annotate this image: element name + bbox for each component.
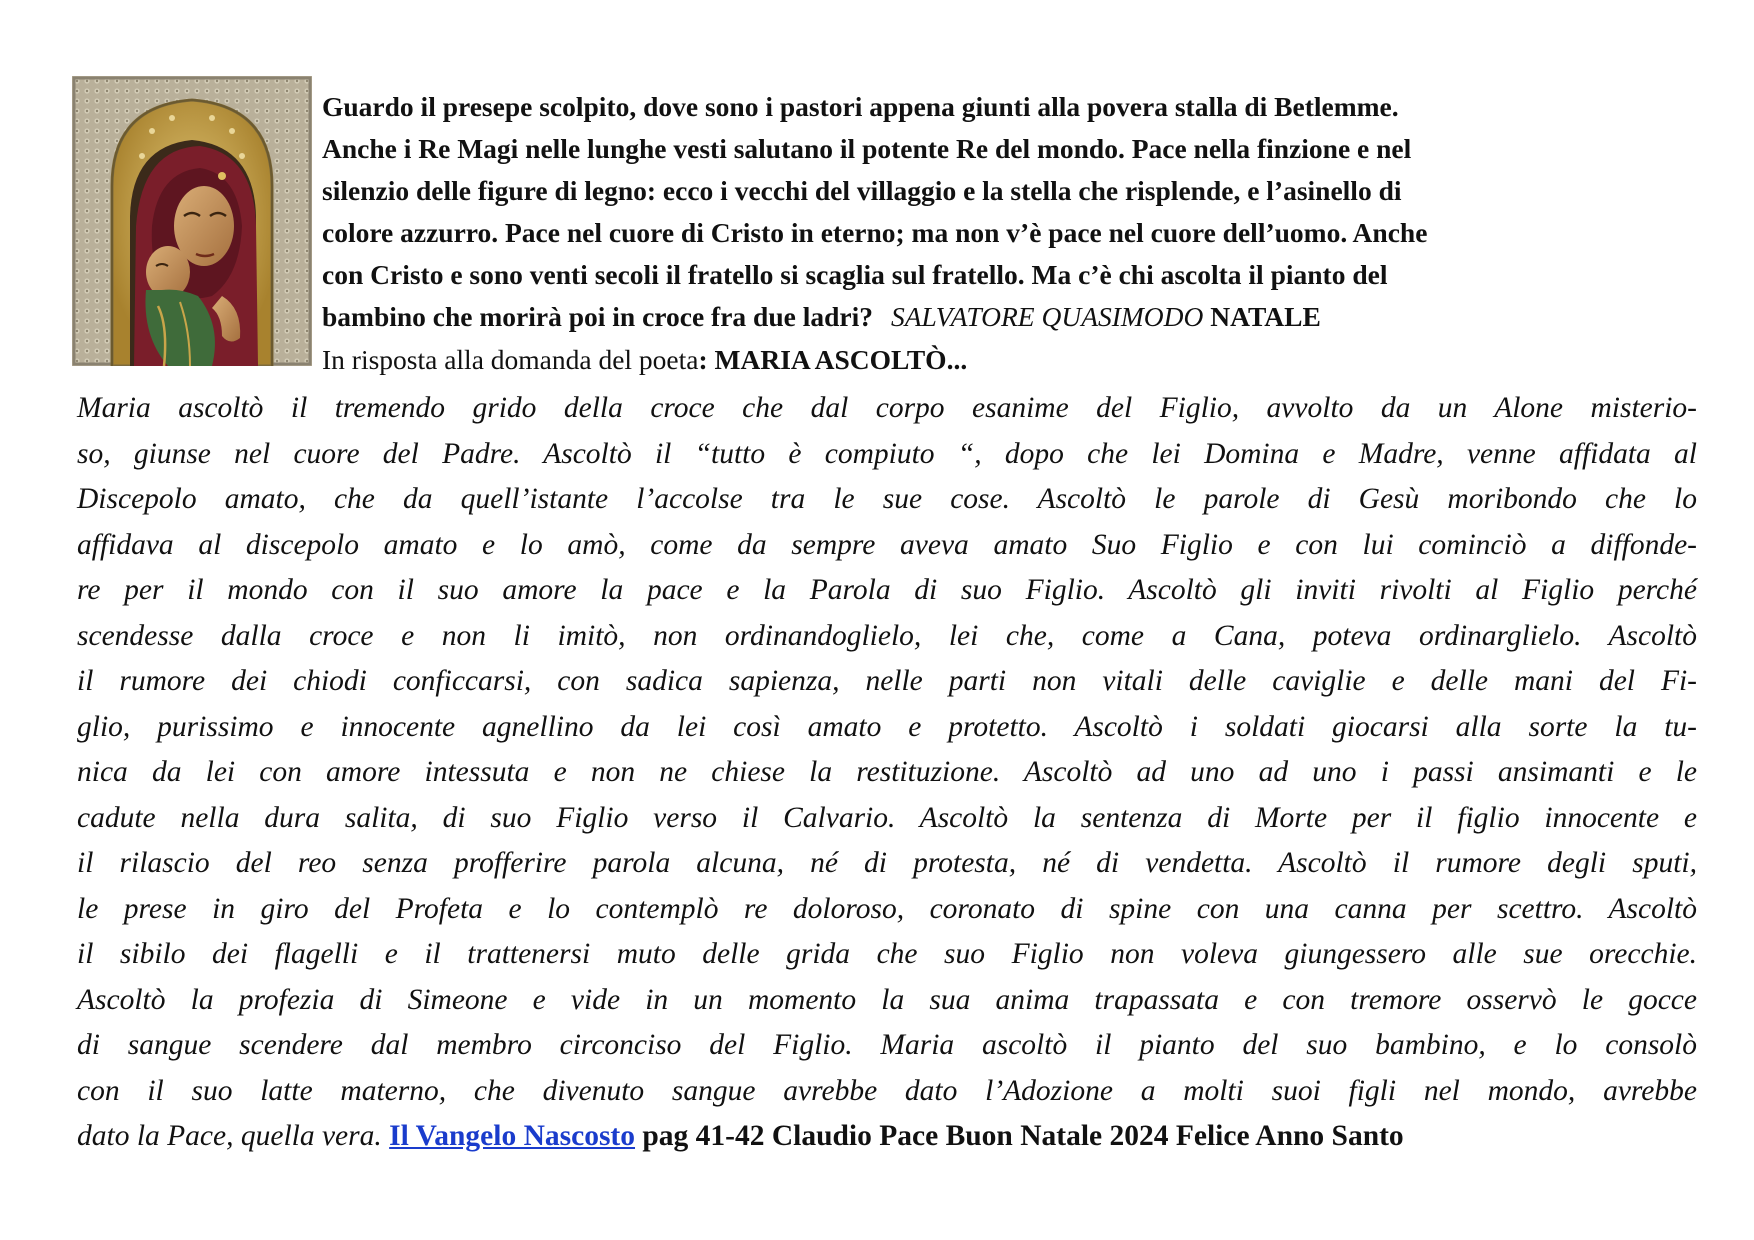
vangelo-nascosto-link[interactable]: Il Vangelo Nascosto (389, 1120, 636, 1152)
body-line: scendesse dalla croce e non li imitò, non ordinandoglielo, lei che, come a Cana, poteva ordinarglielo. Ascoltò (77, 619, 1697, 652)
poem-author: SALVATORE QUASIMODO (890, 301, 1204, 332)
response-colon: : (698, 344, 708, 375)
quasimodo-poem (322, 86, 1712, 338)
poem-line: colore azzurro. Pace nel cuore di Cristo in eterno; ma non v’è pace nel cuore dell’uomo. Anche (322, 217, 1428, 248)
body-line: di sangue scendere dal membro circonciso del Figlio. Maria ascoltò il pianto del suo bambino, e lo consolò (77, 1029, 1697, 1061)
body-line: affidava al discepolo amato e lo amò, come da sempre aveva amato Suo Figlio e con lui cominciò a diffonde- (77, 528, 1697, 561)
body-line: so, giunse nel cuore del Padre. Ascoltò il “tutto è compiuto “, dopo che lei Domina e Madre, venne affidata al (77, 437, 1697, 470)
poem-line: con Cristo e sono venti secoli il fratello si scaglia sul fratello. Ma c’è chi ascolta il pianto del (322, 259, 1388, 290)
signature-greeting: pag 41-42 Claudio Pace Buon Natale 2024 Felice Anno Santo (635, 1120, 1404, 1152)
body-line: il rilascio del reo senza profferire parola alcuna, né di protesta, né di vendetta. Ascoltò il rumore degli sputi, (77, 847, 1697, 879)
poem-line-text: bambino che morirà poi in croce fra due ladri? (322, 301, 873, 332)
response-prefix: In risposta alla domanda del poeta (322, 344, 699, 375)
maria-ascolto-text (77, 386, 1697, 1160)
body-line: Ascoltò la profezia di Simeone e vide in un momento la sua anima trapassata e con tremore osservò le gocce (77, 983, 1697, 1016)
body-line: Discepolo amato, che da quell’istante l’accolse tra le sue cose. Ascoltò le parole di Gesù moribondo che lo (77, 483, 1697, 515)
response-heading (322, 339, 967, 381)
body-line: con il suo latte materno, che divenuto sangue avrebbe dato l’Adozione a molti suoi figli nel mondo, avrebbe (77, 1074, 1697, 1107)
body-last-line (77, 1114, 1697, 1160)
poem-last-line (322, 296, 1712, 338)
madonna-icon (72, 76, 312, 366)
poem-title: NATALE (1210, 301, 1321, 332)
response-title: MARIA ASCOLTÒ... (707, 344, 968, 375)
body-line: nica da lei con amore intessuta e non ne chiese la restituzione. Ascoltò ad uno ad uno i passi ansimanti e le (77, 756, 1697, 788)
poem-line: silenzio delle figure di legno: ecco i vecchi del villaggio e la stella che risplende, e l’asinello di (322, 175, 1402, 206)
body-line: le prese in giro del Profeta e lo contemplò re doloroso, coronato di spine con una canna per scettro. Ascoltò (77, 892, 1697, 925)
body-line: il sibilo dei flagelli e il trattenersi muto delle grida che suo Figlio non voleva giungessero alle sue orecchie. (77, 938, 1697, 970)
body-line: il rumore dei chiodi conficcarsi, con sadica sapienza, nelle parti non vitali delle caviglie e delle mani del Fi- (77, 665, 1697, 697)
madonna-icon-image (72, 76, 312, 366)
body-line: re per il mondo con il suo amore la pace e la Parola di suo Figlio. Ascoltò gli inviti rivolti al Figlio perché (77, 574, 1697, 606)
body-line: Maria ascoltò il tremendo grido della croce che dal corpo esanime del Figlio, avvolto da un Alone misterio- (77, 392, 1697, 424)
body-line: cadute nella dura salita, di suo Figlio verso il Calvario. Ascoltò la sentenza di Morte per il figlio innocente e (77, 801, 1697, 834)
body-last-line-start: dato la Pace, quella vera. (77, 1120, 390, 1152)
poem-line: Anche i Re Magi nelle lunghe vesti salutano il potente Re del mondo. Pace nella finzione e nel (322, 133, 1412, 164)
body-line: glio, purissimo e innocente agnellino da lei così amato e protetto. Ascoltò i soldati giocarsi alla sorte la tu- (77, 710, 1697, 743)
poem-line: Guardo il presepe scolpito, dove sono i pastori appena giunti alla povera stalla di Betlemme. (322, 91, 1399, 122)
